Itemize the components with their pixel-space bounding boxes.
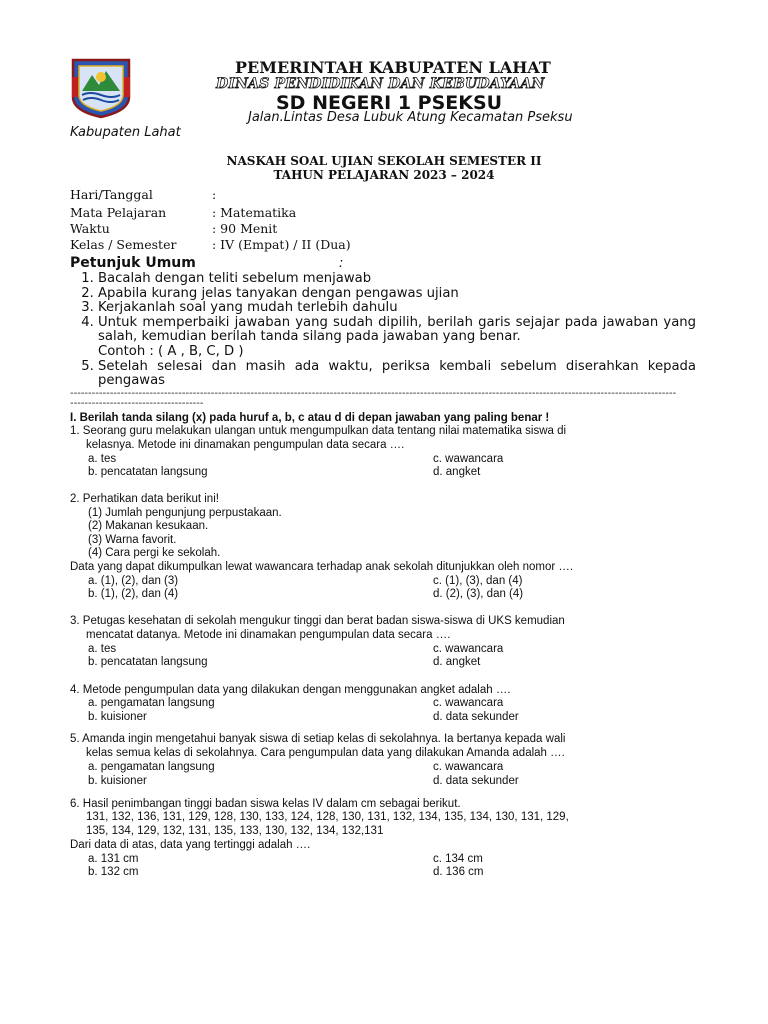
instruction-item: 1. Bacalah dengan teliti sebelum menjawab	[98, 272, 696, 287]
school-address-regency: Kabupaten Lahat	[70, 125, 181, 140]
question-3-option-d[interactable]: d. angket	[433, 656, 481, 668]
question-5-option-c[interactable]: c. wawancara	[433, 761, 504, 773]
question-2-option-c[interactable]: c. (1), (3), dan (4)	[433, 575, 523, 587]
department-name: DINAS PENDIDIKAN DAN KEBUDAYAAN	[216, 76, 545, 92]
instruction-item: 4. Untuk memperbaiki jawaban yang sudah dipilih, berilah garis sejajar pada jawaban yang salah, kemudian berilah tanda silang pada jawaban yang benar. Contoh : ( A , B, C, D )	[98, 316, 696, 360]
school-name: SD NEGERI 1 PSEKSU	[276, 92, 503, 114]
info-label-subject: Mata Pelajaran	[70, 205, 167, 220]
question-6-data-line-1: 131, 132, 136, 131, 129, 128, 130, 133, 124, 128, 130, 131, 132, 134, 135, 134, 130, 131, 129,	[86, 811, 569, 823]
question-6-data-line-2: 135, 134, 129, 132, 131, 135, 133, 130, 132, 134, 132,131	[86, 825, 384, 837]
question-5-option-a[interactable]: a. pengamatan langsung	[88, 761, 215, 773]
question-5-text-cont: kelas semua kelas di sekolahnya. Cara pengumpulan data yang dilakukan Amanda adalah ….	[86, 747, 565, 759]
question-2-option-a[interactable]: a. (1), (2), dan (3)	[88, 575, 179, 587]
question-2-item-4: (4) Cara pergi ke sekolah.	[88, 547, 221, 559]
question-2-item-2: (2) Makanan kesukaan.	[88, 520, 209, 532]
separator-line: ------------------------------------------------------------------------------------------------------------------------------------------------------------------------	[70, 388, 677, 399]
question-4-option-b[interactable]: b. kuisioner	[88, 711, 147, 723]
question-6-option-c[interactable]: c. 134 cm	[433, 853, 483, 865]
question-6-option-b[interactable]: b. 132 cm	[88, 866, 139, 878]
government-name: PEMERINTAH KABUPATEN LAHAT	[235, 58, 551, 77]
info-value-time: : 90 Menit	[212, 221, 278, 236]
exam-year: TAHUN PELAJARAN 2023 – 2024	[273, 168, 495, 182]
question-3-text-cont: mencatat datanya. Metode ini dinamakan pengumpulan data secara ….	[86, 629, 451, 641]
question-3-option-b[interactable]: b. pencatatan langsung	[88, 656, 208, 668]
question-2-prompt: Data yang dapat dikumpulkan lewat wawancara terhadap anak sekolah ditunjukkan oleh nomor ….	[70, 561, 574, 573]
question-5-text: 5. Amanda ingin mengetahui banyak siswa di setiap kelas di sekolahnya. Ia bertanya kepada wali	[70, 733, 566, 745]
info-label-time: Waktu	[70, 221, 110, 236]
info-value-date: :	[212, 187, 217, 202]
question-5-option-d[interactable]: d. data sekunder	[433, 775, 519, 787]
question-2-option-b[interactable]: b. (1), (2), dan (4)	[88, 588, 179, 600]
school-address: Jalan.Lintas Desa Lubuk Atung Kecamatan Pseksu	[248, 110, 573, 125]
instruction-item: 3. Kerjakanlah soal yang mudah terlebih dahulu	[98, 301, 696, 316]
question-3-option-a[interactable]: a. tes	[88, 643, 117, 655]
question-4-text: 4. Metode pengumpulan data yang dilakukan dengan menggunakan angket adalah ….	[70, 684, 511, 696]
question-4-option-a[interactable]: a. pengamatan langsung	[88, 697, 215, 709]
question-1-option-b[interactable]: b. pencatatan langsung	[88, 466, 208, 478]
question-2-option-d[interactable]: d. (2), (3), dan (4)	[433, 588, 524, 600]
question-3-text: 3. Petugas kesehatan di sekolah mengukur tinggi dan berat badan siswa-siswa di UKS kemudian	[70, 615, 565, 627]
instructions-title: Petunjuk Umum	[70, 255, 196, 271]
question-4-option-d[interactable]: d. data sekunder	[433, 711, 519, 723]
question-5-option-b[interactable]: b. kuisioner	[88, 775, 147, 787]
instruction-item: 5. Setelah selesai dan masih ada waktu, periksa kembali sebelum diserahkan kepada pengawas	[98, 360, 696, 389]
question-2-item-3: (3) Warna favorit.	[88, 534, 177, 546]
question-2-text: 2. Perhatikan data berikut ini!	[70, 493, 219, 505]
question-6-text: 6. Hasil penimbangan tinggi badan siswa kelas IV dalam cm sebagai berikut.	[70, 798, 461, 810]
question-6-prompt: Dari data di atas, data yang tertinggi adalah ….	[70, 839, 311, 851]
question-2-item-1: (1) Jumlah pengunjung perpustakaan.	[88, 507, 282, 519]
question-4-option-c[interactable]: c. wawancara	[433, 697, 504, 709]
exam-title: NASKAH SOAL UJIAN SEKOLAH SEMESTER II	[226, 154, 542, 168]
instructions-colon: :	[339, 256, 344, 271]
instruction-example: Contoh : ( A , B, C, D )	[98, 343, 244, 359]
question-3-option-c[interactable]: c. wawancara	[433, 643, 504, 655]
separator-line-short: -------------------------------------	[70, 398, 204, 409]
question-1-text-cont: kelasnya. Metode ini dinamakan pengumpulan data secara ….	[86, 439, 405, 451]
instructions-list	[70, 272, 696, 389]
question-6-option-d[interactable]: d. 136 cm	[433, 866, 484, 878]
question-1-option-d[interactable]: d. angket	[433, 466, 481, 478]
question-1-option-a[interactable]: a. tes	[88, 453, 117, 465]
info-label-date: Hari/Tanggal	[70, 187, 153, 202]
question-1-text: 1. Seorang guru melakukan ulangan untuk mengumpulkan data tentang nilai matematika siswa di	[70, 425, 567, 437]
regency-emblem-logo	[70, 57, 132, 119]
question-1-option-c[interactable]: c. wawancara	[433, 453, 504, 465]
info-value-class: : IV (Empat) / II (Dua)	[212, 237, 351, 252]
info-value-subject: : Matematika	[212, 205, 297, 220]
section-title: I. Berilah tanda silang (x) pada huruf a, b, c atau d di depan jawaban yang paling benar !	[70, 412, 550, 424]
info-label-class: Kelas / Semester	[70, 237, 177, 252]
instruction-item: 2. Apabila kurang jelas tanyakan dengan pengawas ujian	[98, 287, 696, 302]
question-6-option-a[interactable]: a. 131 cm	[88, 853, 139, 865]
